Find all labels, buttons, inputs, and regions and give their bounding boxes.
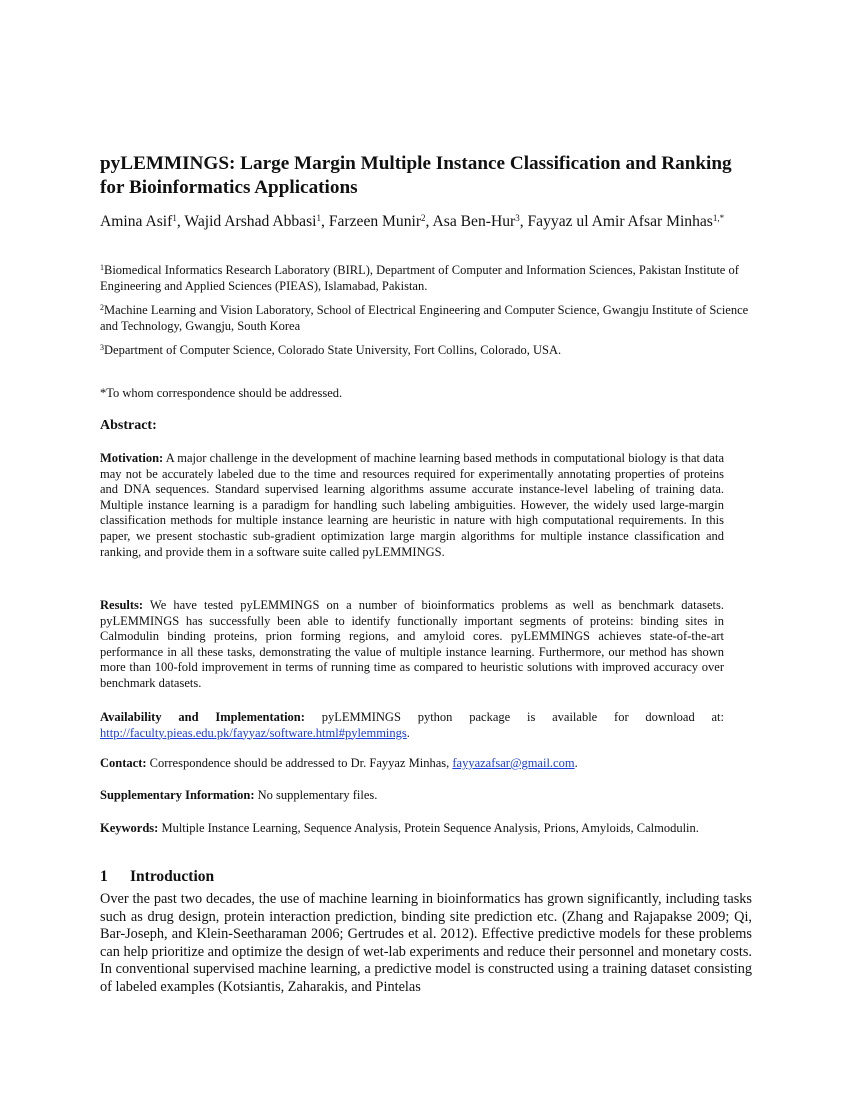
affiliation-1: [100, 262, 755, 294]
author-affiliation-mark: 1: [316, 213, 322, 223]
abstract-keywords: [100, 821, 724, 837]
contact-email-link[interactable]: fayyazafsar@gmail.com: [452, 756, 575, 770]
author-name: Fayyaz ul Amir Afsar Minhas: [527, 213, 713, 230]
affiliation-3: [100, 342, 755, 358]
abstract-availability: Availability and Implementation: pyLEMMINGS python package is available for download at: http://faculty.pieas.edu.pk/fayyaz/software.html#pylemmings.: [100, 710, 725, 740]
section-title: Introduction: [130, 868, 215, 885]
availability-text: pyLEMMINGS python package is available for download at:: [321, 710, 725, 724]
keywords-text: Multiple Instance Learning, Sequence Analysis, Protein Sequence Analysis, Prions, Amyloids, Calmodulin.: [161, 821, 699, 835]
author-list: Amina Asif$^1$, Wajid Arshad Abbasi$^1$, Farzeen Munir$^2$, Asa Ben-Hur$^3$, Fayyaz ul Amir Afsar Minhas$^{1,*}$: [100, 213, 725, 230]
author-affiliation-mark: 2: [421, 213, 426, 223]
author-affiliation-mark: 1: [172, 213, 177, 223]
affiliation-text: Biomedical Informatics Research Laboratory (BIRL), Department of Computer and Information Sciences, Pakistan Institute of Engineering and Applied Sciences (PIEAS), Islamabad, Pakistan.: [100, 263, 739, 293]
author-affiliation-mark: 1,*: [712, 213, 725, 223]
section-heading-introduction: [100, 868, 214, 886]
contact-text: Correspondence should be addressed to Dr. Fayyaz Minhas,: [149, 756, 450, 770]
abstract-heading: Abstract:: [100, 418, 157, 433]
availability-label: Availability and Implementation:: [100, 710, 305, 724]
affiliation-number: 2: [100, 303, 104, 312]
affiliation-number: 1: [100, 263, 104, 272]
correspondence-note: *To whom correspondence should be addressed.: [100, 386, 343, 400]
motivation-label: Motivation:: [100, 451, 164, 465]
author-name: Wajid Arshad Abbasi: [184, 213, 317, 230]
author-name: Farzeen Munir: [328, 213, 422, 230]
motivation-text: A major challenge in the development of machine learning based methods in computational biology is that data may not be accurately labeled due to the time and resources required for experimentally annotating properties of proteins and DNA sequences. Standard supervised learning algorithms assume accurate instance-level labeling of training data. Multiple instance learning is a paradigm for handling such labeling ambiguities. However, the widely used large-margin classification methods for multiple instance learning are heuristic in nature with high computational requirements. In this paper, we present stochastic sub-gradient optimization large margin algorithms for multiple instance classification and ranking, and provide them in a software suite called pyLEMMINGS.: [100, 451, 724, 559]
software-download-link[interactable]: http://faculty.pieas.edu.pk/fayyaz/software.html#pylemmings: [100, 725, 407, 740]
abstract-results: [100, 598, 724, 692]
author-name: Asa Ben-Hur: [432, 213, 516, 230]
affiliation-text: Machine Learning and Vision Laboratory, School of Electrical Engineering and Computer Science, Gwangju Institute of Science and Technology, Gwangju, South Korea: [100, 303, 749, 333]
results-label: Results:: [100, 598, 144, 612]
supplementary-text: No supplementary files.: [257, 788, 378, 802]
keywords-label: Keywords:: [100, 821, 159, 835]
introduction-paragraph: Over the past two decades, the use of machine learning in bioinformatics has grown significantly, including tasks such as drug design, protein interaction prediction, binding site prediction etc. (Zhang and Rajapakse 2009; Qi, Bar-Joseph, and Klein-Seetharaman 2006; Gertrudes et al. 2012). Effective predictive models for these problems can help prioritize and optimize the design of wet-lab experiments and reduce their personnel and monetary costs. In conventional supervised machine learning, a predictive model is constructed using a training dataset consisting of labeled examples (Kotsiantis, Zaharakis, and Pintelas: [100, 891, 752, 995]
affiliation-number: 3: [100, 343, 104, 352]
section-number: 1: [100, 868, 108, 885]
contact-label: Contact:: [100, 756, 147, 770]
results-text: We have tested pyLEMMINGS on a number of bioinformatics problems as well as benchmark datasets. pyLEMMINGS has successfully been able to identify functionally important segments of proteins: binding sites in Calmodulin binding proteins, prion forming regions, and amyloid cores. pyLEMMINGS achieves state-of-the-art performance in all these tasks, demonstrating the value of multiple instance learning. Furthermore, our method has shown more than 100-fold improvement in terms of running time as compared to heuristic solutions with improved accuracy over benchmark datasets.: [100, 598, 724, 690]
author-name: Amina Asif: [100, 213, 173, 230]
author-affiliation-mark: 3: [515, 213, 520, 223]
supplementary-label: Supplementary Information:: [100, 788, 255, 802]
abstract-motivation: [100, 451, 724, 560]
abstract-contact: Contact: Correspondence should be addressed to Dr. Fayyaz Minhas, fayyazafsar@gmail.com.: [100, 756, 578, 770]
abstract-supplementary: [100, 788, 724, 804]
affiliation-2: [100, 302, 755, 334]
affiliation-text: Department of Computer Science, Colorado State University, Fort Collins, Colorado, USA.: [104, 343, 562, 357]
paper-title: pyLEMMINGS: Large Margin Multiple Instance Classification and Ranking for Bioinformatics Applications: [100, 153, 732, 198]
